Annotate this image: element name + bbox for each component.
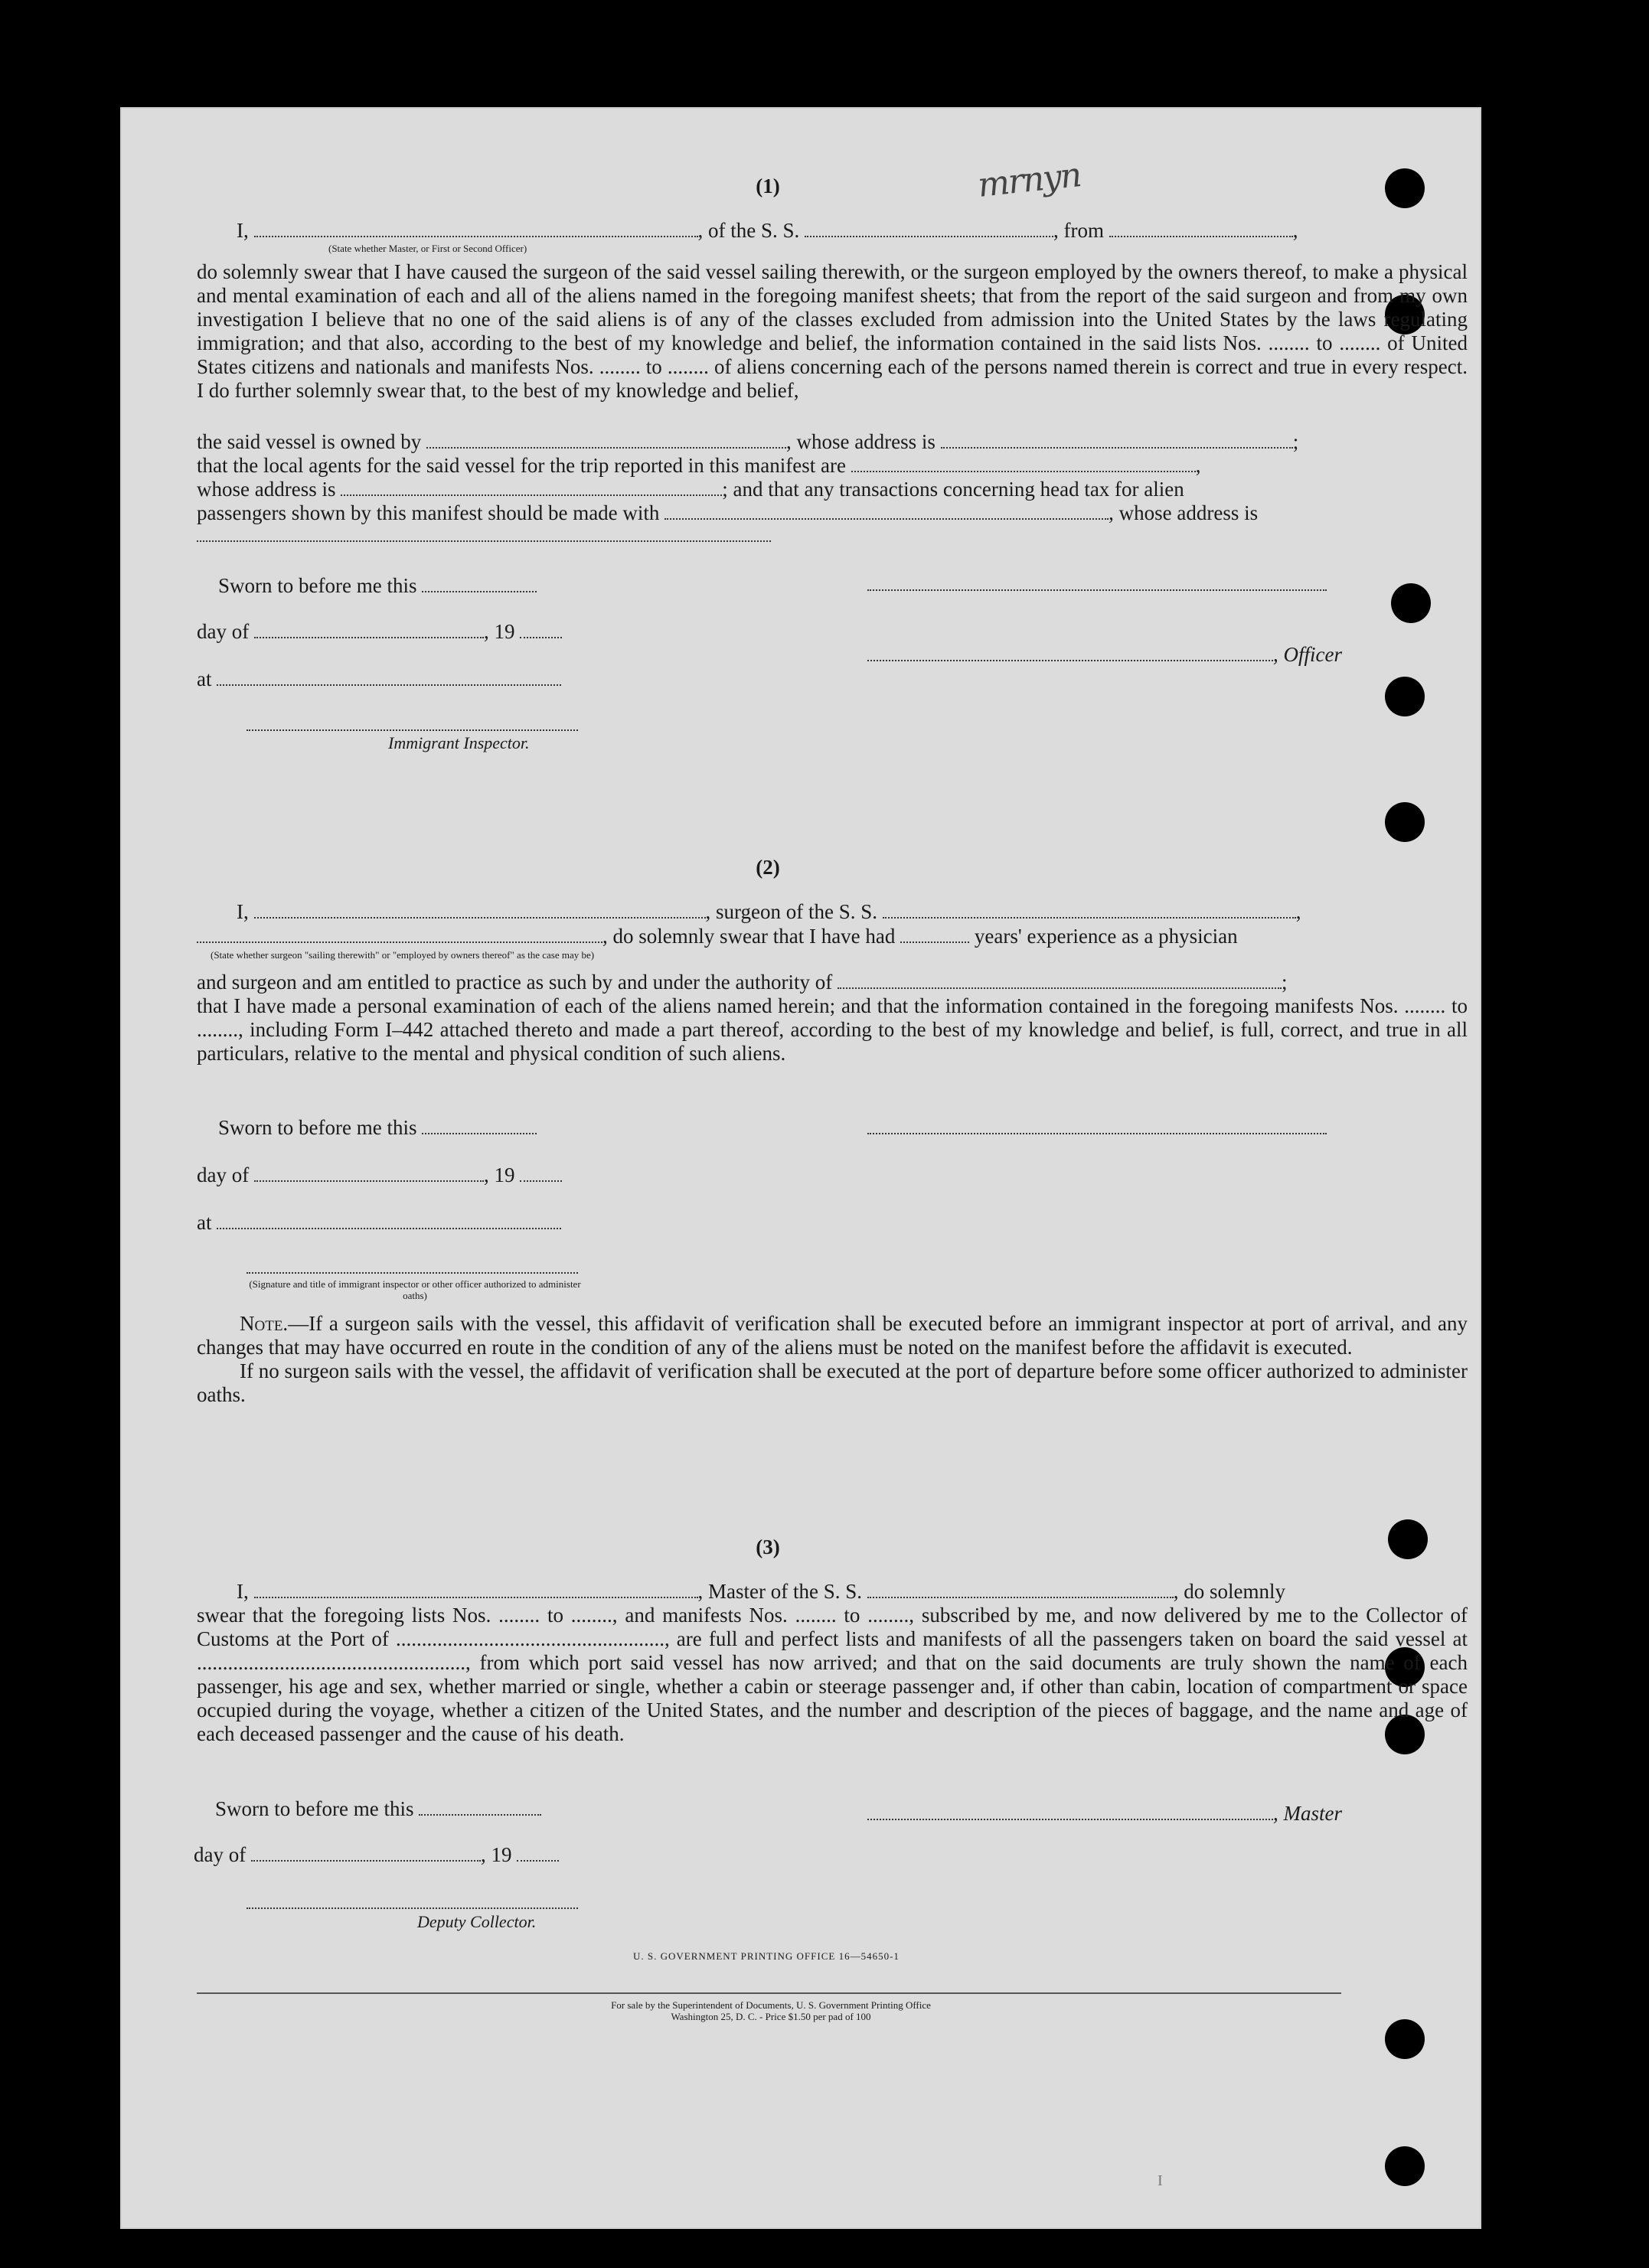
section-2-line-2	[197, 925, 1238, 948]
officer-name-field[interactable]	[254, 222, 698, 237]
day-label: day of	[197, 1163, 250, 1186]
surgeon-hint: (State whether surgeon "sailing therewith" or "employed by owners thereof" as the case may be)	[211, 949, 595, 961]
at-line-2	[197, 1211, 561, 1234]
owner-field[interactable]	[426, 433, 786, 449]
agents-address-field[interactable]	[341, 481, 722, 496]
at-place-field[interactable]	[217, 1214, 561, 1229]
day-field[interactable]	[254, 1167, 484, 1182]
master-label: , Master of the S. S.	[697, 1580, 862, 1603]
year-field[interactable]	[520, 1167, 562, 1182]
vessel-name-field[interactable]	[867, 1583, 1174, 1598]
section-3-heading: (3)	[756, 1535, 780, 1558]
binder-hole	[1385, 802, 1425, 842]
ss-label: , of the S. S.	[697, 219, 800, 242]
binder-hole	[1385, 677, 1425, 716]
head-tax-agent-field[interactable]	[664, 504, 1109, 520]
deputy-collector-label: Deputy Collector.	[417, 1912, 537, 1931]
authority-label: and surgeon and am entitled to practice as such by and under the authority of	[197, 971, 833, 994]
sworn-date-field[interactable]	[419, 1800, 541, 1816]
whose-address-line	[197, 478, 1184, 501]
officer-signature-line	[867, 589, 1327, 591]
master-label: , Master	[1273, 1802, 1342, 1825]
signature-hint: (Signature and title of immigrant inspector or other officer authorized to administer oaths)	[249, 1278, 581, 1301]
day-line-1	[197, 620, 562, 643]
officer-signature-field[interactable]	[867, 646, 1273, 661]
inspector-signature-line	[247, 1272, 578, 1274]
sworn-date-field[interactable]	[422, 577, 537, 592]
binder-hole	[1385, 2019, 1425, 2059]
binder-hole	[1385, 2146, 1425, 2186]
note-2-text: If no surgeon sails with the vessel, the affidavit of verification shall be executed at the port of departure before some officer authorized to administer oaths.	[197, 1359, 1468, 1406]
collector-signature-line	[247, 1907, 578, 1909]
authority-field[interactable]	[838, 974, 1282, 989]
sworn-line-2	[218, 1116, 537, 1139]
whose-address-label: , whose address is	[785, 430, 936, 453]
i-label: I,	[237, 219, 249, 242]
address-continuation-line	[197, 540, 771, 542]
section-2-heading: (2)	[756, 856, 780, 879]
master-signature-line	[867, 1802, 1342, 1825]
section-1-body: do solemnly swear that I have caused the surgeon of the said vessel sailing therewith, or the surgeon employed by the owners thereof, to make a physical and mental examination of each and all of the aliens named in the foregoing manifest sheets; that from the report of the said surgeon and from my own investigation I believe that no one of the said aliens is of any of the classes excluded from admission into the United States by the laws regulating immigration; and that also, according to the best of my knowledge and belief, the information contained in the said lists Nos. ........ to ........ of United States citizens and nationals and manifests Nos. ........ to ........ of aliens concerning each of the persons named therein is correct and true in every respect. I do further solemnly swear that, to the best of my knowledge and belief,	[197, 260, 1468, 402]
sworn-line-3	[215, 1797, 541, 1820]
vessel-name-field[interactable]	[805, 222, 1053, 237]
handwritten-note: mrnyn	[975, 155, 1082, 205]
master-signature-field[interactable]	[867, 1805, 1273, 1820]
officer-label: , Officer	[1273, 643, 1342, 666]
day-label: day of	[194, 1843, 247, 1866]
sworn-label: Sworn to before me this	[218, 1116, 417, 1139]
at-label: at	[197, 667, 212, 690]
punct: ,	[1295, 900, 1301, 923]
year-field[interactable]	[520, 623, 562, 638]
at-place-field[interactable]	[217, 671, 561, 686]
corner-mark: I	[1158, 2172, 1163, 2189]
from-port-field[interactable]	[1109, 222, 1293, 237]
punct: ;	[1282, 971, 1288, 994]
years-field[interactable]	[900, 928, 969, 943]
passengers-label: passengers shown by this manifest should be made with	[197, 501, 660, 524]
officer-line	[867, 643, 1342, 666]
note-paragraph	[197, 1312, 1468, 1407]
master-name-field[interactable]	[254, 1583, 698, 1598]
note-label: Note.	[240, 1312, 289, 1335]
section-2-line-3	[197, 971, 1288, 994]
do-solemnly-label: , do solemnly	[1173, 1580, 1285, 1603]
binder-hole	[1385, 168, 1425, 208]
section-3-body: swear that the foregoing lists Nos. ........ to ........, and manifests Nos. ........ to ........, subscribed by me, and now delivered by me to the Collector of Customs at the Port of ...................................................., are full and perfect lists and manifests of all the passengers taken on board the said vessel at ...................................................., from which port said vessel has now arrived; and that on the said documents are truly shown the name of each passenger, his age and sex, whether married or single, whether a cabin or steerage passenger and, if other than cabin, location of compartment or space occupied during the voyage, whether a citizen of the United States, and the number and description of the pieces of baggage, and the name and age of each deceased passenger and the cause of his death.	[197, 1604, 1468, 1745]
punct: ,	[1195, 454, 1201, 477]
day-line-3	[194, 1843, 559, 1866]
experience-label: , do solemnly swear that I have had	[602, 925, 896, 948]
at-line-1	[197, 667, 561, 690]
day-field[interactable]	[254, 623, 484, 638]
section-3-line-1	[237, 1580, 1285, 1603]
note-text: —If a surgeon sails with the vessel, this affidavit of verification shall be executed before an immigrant inspector at port of arrival, and any changes that may have occurred en route in the condition of any of the aliens must be noted on the manifest before the affidavit is executed.	[197, 1312, 1468, 1359]
sworn-date-field[interactable]	[422, 1119, 537, 1134]
i-label: I,	[237, 1580, 249, 1603]
section-1-line-1: I, , of the S. S. , from ,	[237, 219, 1298, 242]
punct: ;	[1292, 430, 1299, 453]
owner-address-field[interactable]	[941, 433, 1293, 449]
sworn-label: Sworn to before me this	[218, 574, 417, 597]
year-label: , 19	[483, 620, 515, 643]
immigrant-inspector-label: Immigrant Inspector.	[388, 733, 530, 752]
year-label: , 19	[483, 1163, 515, 1186]
sale-notice-line-1: For sale by the Superintendent of Documents, U. S. Government Printing Office	[611, 1999, 931, 2011]
manifest-form-page	[120, 107, 1481, 2229]
section-2-body: that I have made a personal examination of each of the aliens named herein; and that the information contained in the foregoing manifests Nos. ........ to ........, including Form I–442 attached thereto and made a part thereof, according to the best of my knowledge and belief, is full, correct, and true in all particulars, relative to the mental and physical condition of such aliens.	[197, 994, 1468, 1065]
day-line-2	[197, 1163, 562, 1186]
footer-rule	[197, 1992, 1341, 1994]
i-label: I,	[237, 900, 249, 923]
day-field[interactable]	[251, 1846, 481, 1862]
agents-line	[197, 454, 1200, 477]
year-label: , 19	[480, 1843, 512, 1866]
section-1-heading: (1)	[756, 175, 780, 197]
year-field[interactable]	[517, 1846, 559, 1862]
day-label: day of	[197, 620, 250, 643]
from-label: , from	[1053, 219, 1104, 242]
at-label: at	[197, 1211, 212, 1234]
sworn-line-1	[218, 574, 537, 597]
binder-hole	[1388, 1519, 1428, 1559]
agents-field[interactable]	[851, 457, 1196, 472]
owned-label: the said vessel is owned by	[197, 430, 422, 453]
whose-address-label: whose address is	[197, 478, 336, 501]
surgeon-label: , surgeon of the S. S.	[705, 900, 878, 923]
agents-label: that the local agents for the said vessel for the trip reported in this manifest are	[197, 454, 846, 477]
head-tax-label: ; and that any transactions concerning head tax for alien	[722, 478, 1184, 501]
sale-notice-line-2: Washington 25, D. C. - Price $1.50 per pad of 100	[671, 2011, 871, 2022]
owned-line	[197, 430, 1298, 453]
master-hint: (State whether Master, or First or Second Officer)	[328, 243, 527, 254]
sworn-label: Sworn to before me this	[215, 1797, 414, 1820]
surgeon-name-field[interactable]	[254, 903, 706, 919]
whose-address-label: , whose address is	[1109, 501, 1259, 524]
section-2-line-1	[237, 900, 1301, 923]
binder-hole	[1391, 583, 1431, 623]
printer-imprint: U. S. GOVERNMENT PRINTING OFFICE 16—54650-1	[633, 1950, 900, 1962]
surgeon-type-field[interactable]	[197, 928, 602, 943]
inspector-signature-line	[247, 729, 578, 731]
passengers-line	[197, 501, 1258, 524]
physician-label: years' experience as a physician	[974, 925, 1238, 948]
surgeon-signature-line	[867, 1133, 1327, 1134]
vessel-name-field[interactable]	[883, 903, 1296, 919]
